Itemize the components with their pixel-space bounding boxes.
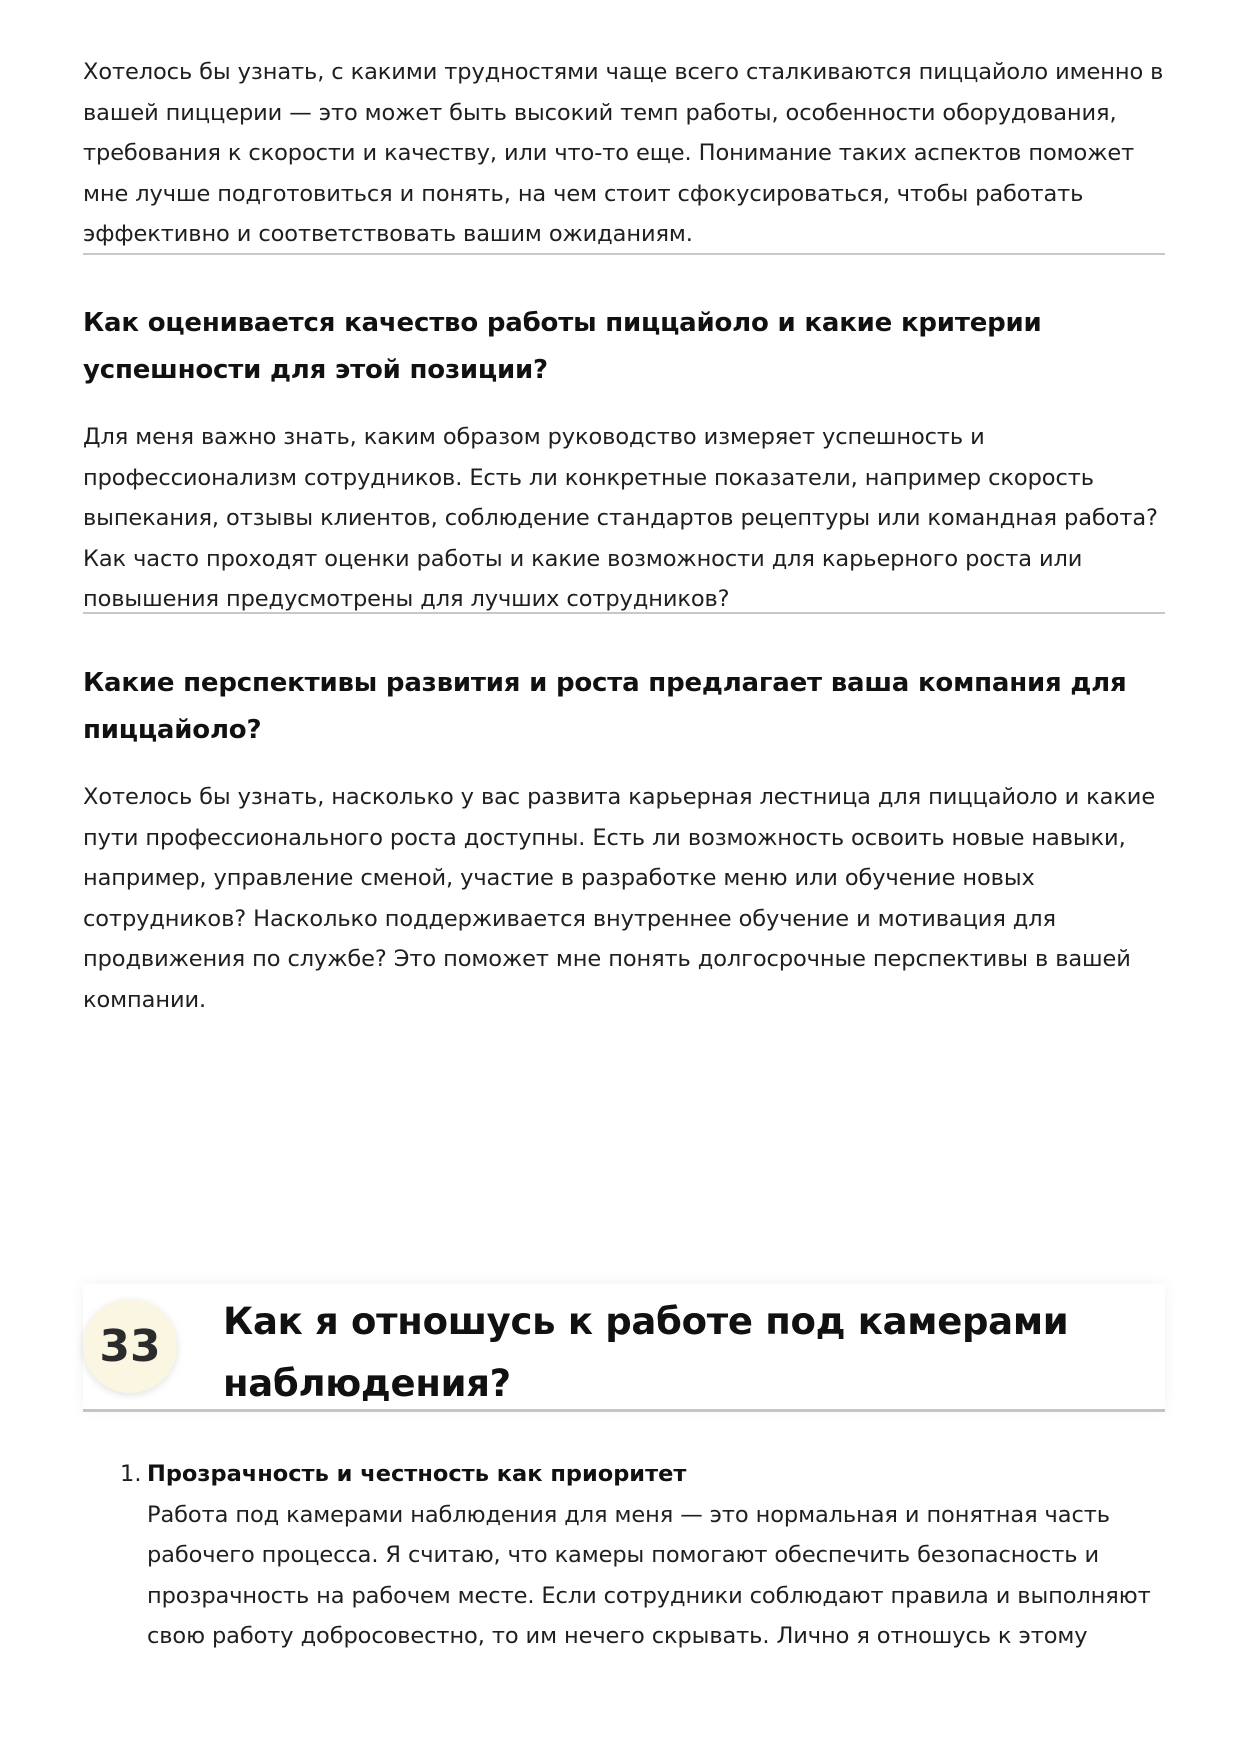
divider <box>83 612 1165 614</box>
list-item-text: Работа под камерами наблюдения для меня — это нормальная и понятная часть рабочего процесса. Я считаю, что камеры помогают обеспечить безопасность и прозрачность на рабочем месте. Если сотрудники соблюдают правила и выполняют свою работу добросовестно, то им нечего скрывать. Лично я отношусь к этому <box>147 1501 1151 1649</box>
intro-paragraph: Хотелось бы узнать, с какими трудностями чаще всего сталкиваются пиццайоло именно в вашей пиццерии — это может быть высокий темп работы, особенности оборудования, требования к скорости и качеству, или что-то еще. Понимание таких аспектов поможет мне лучше подготовиться и понять, на чем стоит сфокусироваться, чтобы работать эффективно и соответствовать вашим ожиданиям. <box>83 59 1164 247</box>
section-header <box>83 1284 1165 1413</box>
question-heading: Какие перспективы развития и роста предлагает ваша компания для пиццайоло? <box>83 668 1127 745</box>
list-item-number: 1. <box>120 1461 142 1487</box>
section-number-badge: 33 <box>83 1299 177 1393</box>
question-block <box>83 300 1165 620</box>
list-item-body <box>147 1454 1165 1657</box>
question-heading: Как оценивается качество работы пиццайоло и какие критерии успешности для этой позиции? <box>83 308 1042 385</box>
section-underline <box>83 1409 1165 1412</box>
divider <box>83 253 1165 255</box>
section-title: Как я отношусь к работе под камерами наблюдения? <box>223 1300 1069 1405</box>
list-item-title: Прозрачность и честность как приоритет <box>147 1461 687 1487</box>
question-paragraph: Для меня важно знать, каким образом руководство измеряет успешность и профессионализм сотрудников. Есть ли конкретные показатели, например скорость выпекания, отзывы клиентов, соблюдение стандартов рецептуры или командная работа? Как часто проходят оценки работы и какие возможности для карьерного роста или повышения предусмотрены для лучших сотрудников? <box>83 424 1158 612</box>
question-block <box>83 660 1165 1020</box>
question-paragraph: Хотелось бы узнать, насколько у вас развита карьерная лестница для пиццайоло и какие пути профессионального роста доступны. Есть ли возможность освоить новые навыки, например, управление сменой, участие в разработке меню или обучение новых сотрудников? Насколько поддерживается внутреннее обучение и мотивация для продвижения по службе? Это поможет мне понять долгосрочные перспективы в вашей компании. <box>83 784 1156 1013</box>
intro-block <box>83 52 1165 255</box>
